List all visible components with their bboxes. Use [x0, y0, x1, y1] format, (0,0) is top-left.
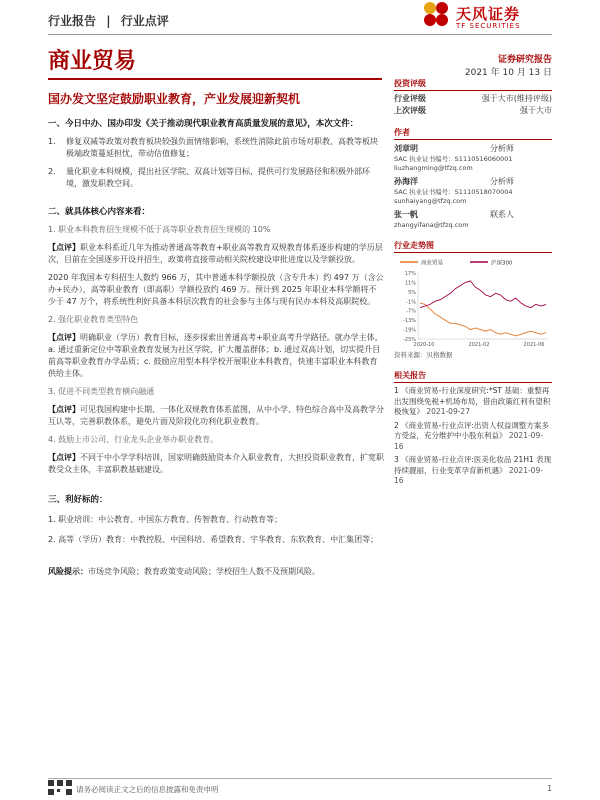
y-tick-label: 11% — [404, 280, 416, 287]
point-1-detail: 2020 年我国本专科招生人数约 966 万，其中普通本科学额投放（含专升本）约 497 万（含公办+民办），高等职业教育（即高职）学额投放约 469 万。预计到 2025 年职业本科学额将不少于 47 万个，将系统性利好具备本科层次教育的社会参与主体与现有民办本科及高职院校。 — [48, 273, 384, 306]
section-3-title: 三、利好标的： — [48, 495, 108, 505]
series-line-csi300 — [420, 281, 546, 308]
risk-text: 市场竞争风险；教育政策变动风险；学校招生人数不及预期风险。 — [88, 567, 320, 576]
author-name: 孙海洋 — [394, 177, 418, 186]
comment-label: 【点评】 — [48, 333, 80, 342]
footer-disclaimer: 请务必阅读正文之后的信息披露和免责申明 — [76, 785, 219, 794]
report-date: 2021 年 10 月 13 日 — [464, 68, 552, 78]
related-report-title: 3 《商业贸易-行业点评:医美化妆品 21H1 表现持续靓丽，行业变革孕育新机遇》 — [394, 455, 552, 475]
x-tick-label: 2021-06 — [523, 342, 545, 348]
footer-divider — [48, 778, 552, 779]
title-divider — [48, 78, 382, 80]
beneficiary-item: 1. 职业培训：中公教育、中国东方教育、传智教育、行动教育等； — [48, 515, 283, 524]
author-role: 联系人 — [490, 210, 514, 219]
page-number: 1 — [547, 784, 552, 793]
related-report-title: 2 《商业贸易-行业点评:出资人权益调整方案多方受益，充分维护中小股东利益》 — [394, 420, 549, 440]
brand-name-cn: 天风证券 — [456, 5, 521, 23]
author-role: 分析师 — [490, 144, 514, 153]
qr-code-icon — [48, 780, 72, 796]
rating-title: 投资评级 — [394, 78, 552, 91]
author-email[interactable]: liuzhangming@tfzq.com — [394, 164, 473, 172]
related-report-date: 2021-09-16 — [394, 465, 543, 485]
authors-title: 作者 — [394, 127, 552, 140]
related-report-date: 2021-09-16 — [394, 431, 543, 451]
comment-text: 明确职业（学历）教育目标，逐步探索出普通高考+职业高考升学路径。就办学主体，a. 通过重新定位中等职业教育发展为社区学院，扩大覆盖群体；b. 通过双高计划，切实提升目前高等职业教育办学品质；c. 鼓励应用型本科学校开展职业本科教育，快速丰富职业本科教育供给主体。 — [48, 333, 383, 378]
author-block — [394, 209, 552, 230]
comment-text: 不同于中小学学科培训，国家明确鼓励资本介入职业教育，大担投资职业教育，扩宽职教受众主体，丰富职教基础建设。 — [48, 453, 384, 474]
author-role: 分析师 — [490, 177, 514, 186]
point-4-comment — [48, 452, 384, 476]
rating-key: 行业评级 — [394, 94, 426, 103]
y-tick-label: 17% — [404, 271, 416, 277]
related-report-date: 2021-09-27 — [426, 407, 470, 416]
brand-logo — [422, 0, 552, 36]
author-block — [394, 143, 552, 173]
related-report[interactable] — [394, 421, 552, 453]
author-name: 张一帆 — [394, 210, 418, 219]
comment-text: 职业本科系近几年为推动普通高等教育+职业高等教育双规教育体系逐步构建的学历层次，目前在全国逐步开设并招生，政策将直接带动相关院校建设审批进度以及学额投放。 — [48, 243, 383, 264]
list-item — [48, 166, 384, 190]
header-divider — [48, 34, 552, 35]
legend-label: 商业贸易 — [421, 260, 444, 267]
risk-label: 风险提示： — [48, 567, 88, 576]
beneficiary-item: 2. 高等（学历）教育：中教控股、中国科培、希望教育、宇华教育、东软教育、中汇集团等； — [48, 535, 379, 544]
main-body — [48, 118, 384, 578]
tag-industry-comment: 行业点评 — [120, 14, 169, 28]
report-headline: 国办发文坚定鼓励职业教育，产业发展迎新契机 — [48, 92, 301, 106]
rating-row — [394, 105, 552, 117]
y-tick-label: 5% — [408, 289, 416, 296]
section-2-title: 二、就具体核心内容来看： — [48, 207, 151, 217]
rating-value: 强于大市(维持评级) — [481, 94, 552, 103]
related-report[interactable] — [394, 386, 552, 418]
point-1-title: 1. 职业本科教育招生规模不低于高等职业教育招生规模的 10% — [48, 225, 271, 234]
rating-row — [394, 93, 552, 105]
list-item — [48, 136, 384, 160]
x-tick-label: 2021-02 — [468, 342, 490, 348]
point-4-title: 4. 鼓励上市公司、行业龙头企业举办职业教育。 — [48, 435, 219, 444]
author-email[interactable]: sunhaiyang@tfzq.com — [394, 197, 467, 205]
legend-label: 沪深300 — [491, 260, 513, 267]
sidebar — [394, 78, 552, 487]
list-item-number: 1. — [48, 137, 56, 146]
y-tick-label: -7% — [406, 308, 416, 315]
related-report-title: 1 《商业贸易-行业深度研究:*ST 基础：重整再出发围绕免税+机场布局，借由政策红利有望积极恢复》 — [394, 386, 551, 416]
chart-source: 资料来源：贝格数据 — [394, 351, 453, 359]
author-email[interactable]: zhangyifana@tfzq.com — [394, 221, 469, 229]
sector-title: 商业贸易 — [48, 49, 137, 74]
related-report[interactable] — [394, 455, 552, 487]
list-item-text: 量化职业本科规模，提出社区学院、双高计划等目标，提供可行发展路径和积极外部环境，激发职教空间。 — [66, 167, 370, 188]
point-3-title: 3. 促进不同类型教育横向融通 — [48, 387, 155, 396]
report-type: 证券研究报告 — [497, 55, 552, 65]
brand-logo-icon — [422, 0, 450, 28]
point-3-comment — [48, 404, 384, 428]
y-tick-label: -25% — [403, 337, 416, 343]
comment-text: 可见我国构建中长期、一体化双规教育体系蓝图，从中小学、特色综合高中及高教学分互认等，完善职教体系，避免片面及阶段化功利化职业教育。 — [48, 405, 384, 426]
y-tick-label: -19% — [403, 327, 416, 334]
tag-industry-report: 行业报告 — [48, 14, 97, 28]
report-tags — [48, 12, 175, 29]
list-item-text: 修复双减等政策对教育板块较强负面情绪影响，系统性消除此前市场对职教、高教等板块极端政策蔓延担忧，带动估值修复； — [66, 137, 378, 158]
tag-separator: | — [106, 14, 111, 28]
related-title: 相关报告 — [394, 370, 552, 383]
point-1-comment — [48, 242, 384, 266]
rating-value: 强于大市 — [520, 106, 552, 115]
x-tick-label: 2020-10 — [413, 342, 435, 348]
list-item-number: 2. — [48, 167, 56, 176]
rating-key: 上次评级 — [394, 106, 426, 115]
series-line-commerce — [420, 303, 546, 336]
point-2-comment — [48, 332, 384, 380]
brand-name-en: TF SECURITIES — [456, 22, 521, 30]
section-1-title: 一、今日中办、国办印发《关于推动现代职业教育高质量发展的意见》，本次文件： — [48, 119, 359, 129]
author-sac: SAC 执业证书编号：S1110518070004 — [394, 188, 513, 196]
y-tick-label: -13% — [403, 318, 416, 325]
comment-label: 【点评】 — [48, 453, 80, 462]
point-2-title: 2. 强化职业教育类型特色 — [48, 315, 139, 324]
risk-warning — [48, 566, 384, 578]
author-sac: SAC 执业证书编号：S1110516060001 — [394, 155, 513, 163]
author-block — [394, 176, 552, 206]
trend-title: 行业走势图 — [394, 240, 552, 253]
comment-label: 【点评】 — [48, 243, 80, 252]
y-tick-label: -1% — [406, 299, 416, 306]
trend-chart — [394, 257, 552, 349]
author-name: 刘章明 — [394, 144, 418, 153]
comment-label: 【点评】 — [48, 405, 80, 414]
